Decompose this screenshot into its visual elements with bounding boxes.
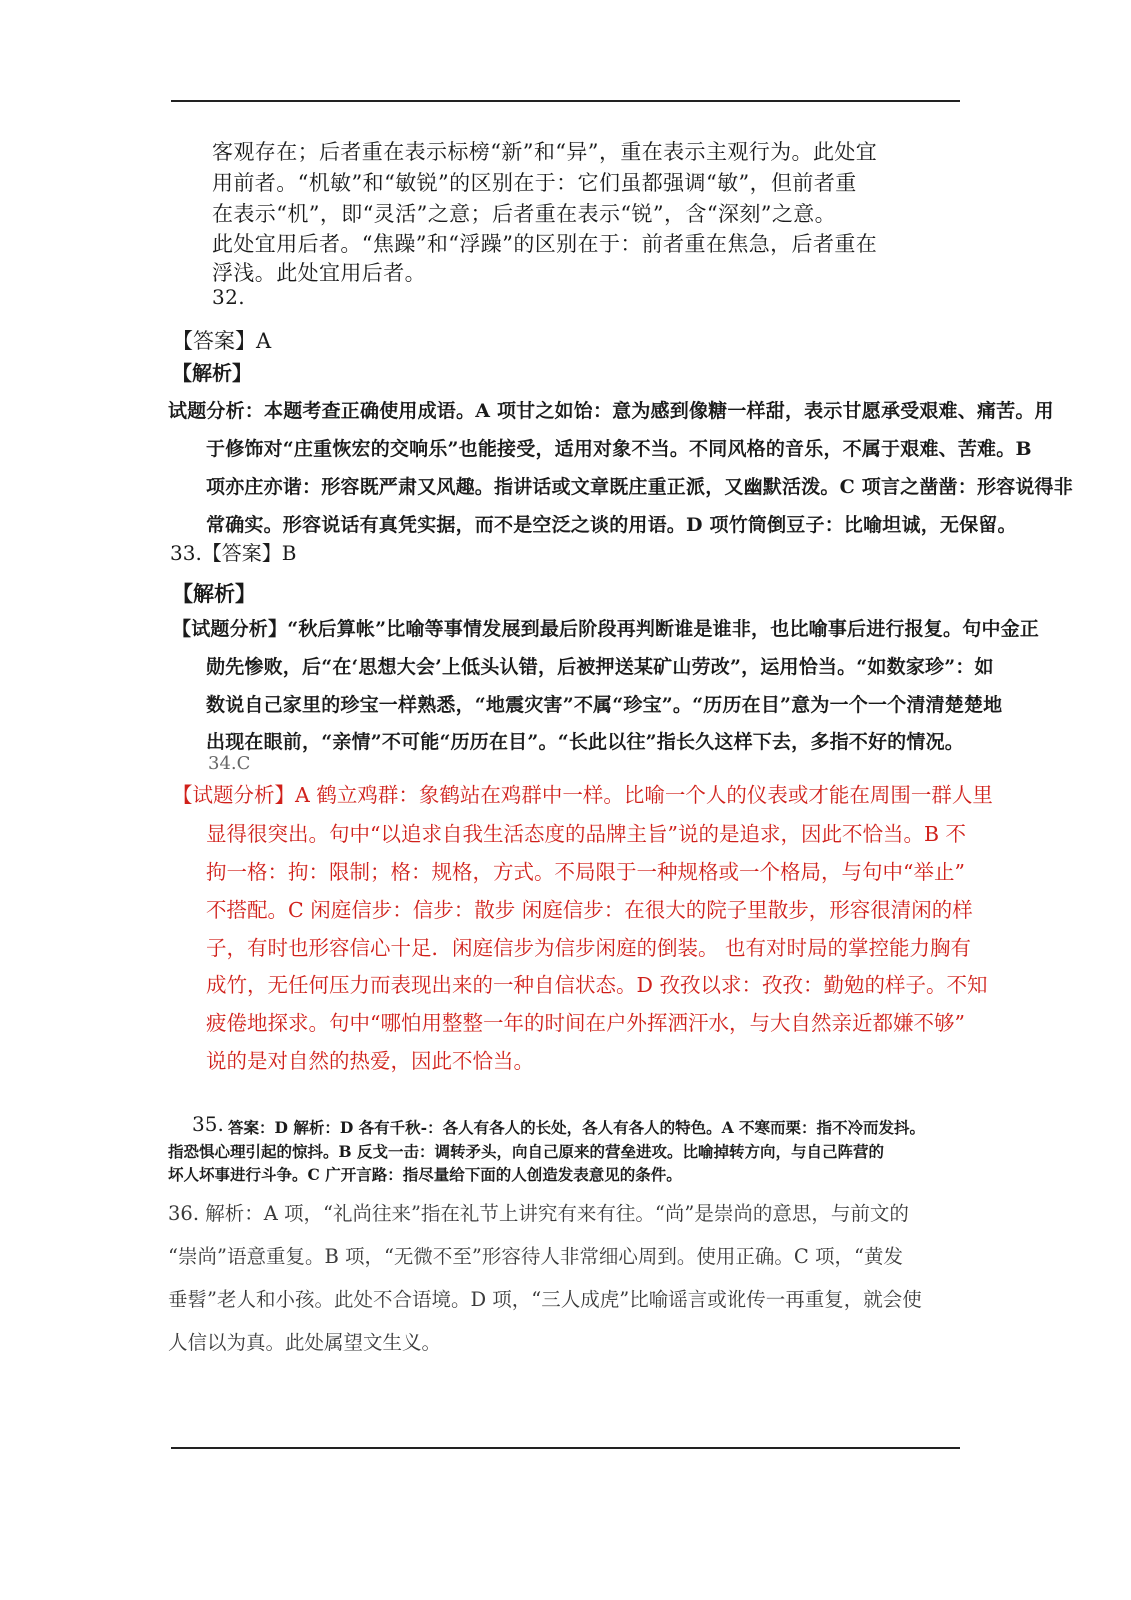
analysis-line: 子，有时也形容信心十足．闲庭信步为信步闲庭的倒装。 也有对时局的掌控能力胸有: [206, 936, 972, 960]
top-rule: [171, 100, 960, 102]
text-line: 用前者。“机敏”和“敏锐”的区别在于：它们虽都强调“敏”，但前者重: [212, 171, 857, 195]
analysis-label: 【解析】: [172, 361, 252, 385]
analysis-line: 疲倦地探求。句中“哪怕用整整一年的时间在户外挥洒汗水，与大自然亲近都嫌不够”: [206, 1011, 965, 1035]
analysis-line: 36. 解析：A 项，“礼尚往来”指在礼节上讲究有来有往。“尚”是崇尚的意思，与前文的: [168, 1202, 909, 1225]
text-line: 此处宜用后者。“焦躁”和“浮躁”的区别在于：前者重在焦急，后者重在: [212, 232, 878, 256]
analysis-line: 人信以为真。此处属望文生义。: [168, 1331, 442, 1354]
analysis-line: 常确实。形容说话有真凭实据，而不是空泛之谈的用语。D 项竹筒倒豆子：比喻坦诚，无保留。: [206, 514, 1017, 536]
text-line: 浮浅。此处宜用后者。: [212, 261, 426, 285]
analysis-line: 指恐惧心理引起的惊抖。B 反戈一击：调转矛头，向自己原来的营垒进攻。比喻掉转方向，与自己阵营的: [168, 1142, 885, 1161]
analysis-line: 说的是对自然的热爱，因此不恰当。: [206, 1049, 534, 1073]
analysis-line: 【试题分析】A 鹤立鸡群：象鹤站在鸡群中一样。比喻一个人的仪表或才能在周围一群人里: [172, 783, 993, 807]
answer-label: 33.【答案】B: [170, 541, 297, 565]
question-number-35: 35.: [192, 1112, 224, 1136]
bottom-rule: [171, 1447, 960, 1449]
analysis-line: 坏人坏事进行斗争。C 广开言路：指尽量给下面的人创造发表意见的条件。: [168, 1165, 682, 1184]
analysis-line: 项亦庄亦谐：形容既严肃又风趣。指讲话或文章既庄重正派，又幽默活泼。C 项言之凿凿：形容说得非: [206, 476, 1073, 498]
analysis-line: 数说自己家里的珍宝一样熟悉，“地震灾害”不属“珍宝”。“历历在目”意为一个一个清清楚楚地: [206, 694, 1003, 716]
analysis-line: 成竹，无任何压力而表现出来的一种自信状态。D 孜孜以求：孜孜：勤勉的样子。不知: [206, 973, 988, 997]
text-line: 客观存在；后者重在表示标榜“新”和“异”，重在表示主观行为。此处宜: [212, 140, 878, 164]
question-number-32: 32.: [212, 285, 246, 309]
answer-label: 34.C: [208, 753, 251, 774]
analysis-line: 不搭配。C 闲庭信步：信步：散步 闲庭信步：在很大的院子里散步，形容很清闲的样: [206, 898, 973, 922]
analysis-line: 答案：D 解析：D 各有千秋-：各人有各人的长处，各人有各人的特色。A 不寒而栗：指不冷而发抖。: [228, 1118, 926, 1137]
analysis-line: 勋先惨败，后“在‘思想大会’上低头认错，后被押送某矿山劳改”，运用恰当。“如数家珍”：如: [206, 656, 994, 678]
analysis-line: 垂髫”老人和小孩。此处不合语境。D 项，“三人成虎”比喻谣言或讹传一再重复，就会使: [168, 1288, 922, 1311]
analysis-line: 于修饰对“庄重恢宏的交响乐”也能接受，适用对象不当。不同风格的音乐，不属于艰难、苦难。B: [206, 438, 1032, 460]
answer-label: 【答案】A: [172, 329, 272, 353]
analysis-line: “崇尚”语意重复。B 项，“无微不至”形容待人非常细心周到。使用正确。C 项，“黄发: [168, 1245, 903, 1268]
analysis-label: 【解析】: [172, 581, 256, 606]
analysis-line: 拘一格：拘：限制；格：规格，方式。不局限于一种规格或一个格局，与句中“举止”: [206, 860, 965, 884]
analysis-line: 试题分析：本题考查正确使用成语。A 项甘之如饴：意为感到像糖一样甜，表示甘愿承受艰难、痛苦。用: [168, 400, 1054, 422]
text-line: 在表示“机”，即“灵活”之意；后者重在表示“锐”，含“深刻”之意。: [212, 202, 837, 226]
analysis-line: 显得很突出。句中“以追求自我生活态度的品牌主旨”说的是追求，因此不恰当。B 不: [206, 822, 967, 846]
analysis-line: 【试题分析】“秋后算帐”比喻等事情发展到最后阶段再判断谁是谁非，也比喻事后进行报复。句中金正: [172, 618, 1040, 640]
analysis-line: 出现在眼前，“亲情”不可能“历历在目”。“长此以往”指长久这样下去，多指不好的情况。: [206, 731, 964, 753]
